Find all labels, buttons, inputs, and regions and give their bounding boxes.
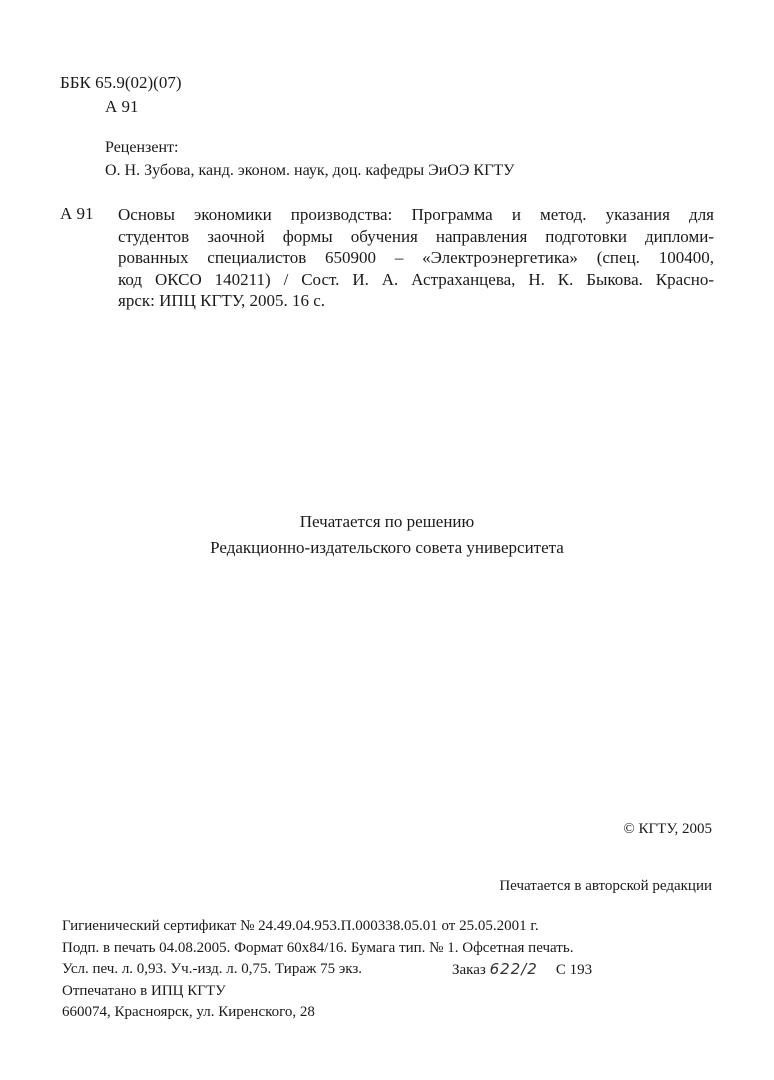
bibliography-line: студентов заочной формы обучения направления подготовки дипломи- [118, 226, 714, 246]
author-sign-code: А 91 [105, 97, 139, 116]
bibliography-line: Основы экономики производства: Программа и метод. указания для [118, 205, 714, 224]
print-signing-info: Подп. в печать 04.08.2005. Формат 60х84/16. Бумага тип. № 1. Офсетная печать. [62, 939, 574, 956]
copyright-notice: © КГТУ, 2005 [623, 821, 712, 837]
imprint-block [62, 916, 593, 1024]
publication-decision-line1: Печатается по решению [299, 512, 475, 531]
bibliography-description [118, 204, 714, 312]
bibliography-code: А 91 [60, 204, 94, 223]
publication-decision-line2: Редакционно-издательского совета университета [210, 538, 564, 557]
printer-address: 660074, Красноярск, ул. Киренского, 28 [62, 1004, 315, 1020]
reviewer-text: О. Н. Зубова, канд. эконом. наук, доц. кафедры ЭиОЭ КГТУ [105, 162, 515, 179]
author-edition-note: Печатается в авторской редакции [499, 878, 712, 894]
printed-at: Отпечатано в ИПЦ КГТУ [62, 982, 226, 999]
order-info [452, 959, 592, 982]
bibliography-line: код ОКСО 140211) / Сост. И. А. Астраханцева, Н. К. Быкова. Красно- [118, 269, 714, 289]
order-c-number: С 193 [555, 962, 593, 978]
bibliography-line: ярск: ИПЦ КГТУ, 2005. 16 с. [118, 291, 326, 310]
order-label: Заказ [452, 962, 486, 978]
order-number-handwritten: 622/2 [489, 960, 538, 978]
sheets-info: Усл. печ. л. 0,93. Уч.-изд. л. 0,75. Тираж 75 экз. [62, 961, 363, 977]
bibliography-line: рованных специалистов 650900 – «Электроэнергетика» (спец. 100400, [118, 248, 714, 267]
sheets-and-order-row [62, 959, 593, 981]
bbk-code: ББК 65.9(02)(07) [60, 73, 182, 92]
reviewer-label: Рецензент: [105, 139, 179, 156]
hygienic-certificate: Гигиенический сертификат № 24.49.04.953.П.000338.05.01 от 25.05.2001 г. [62, 918, 539, 934]
